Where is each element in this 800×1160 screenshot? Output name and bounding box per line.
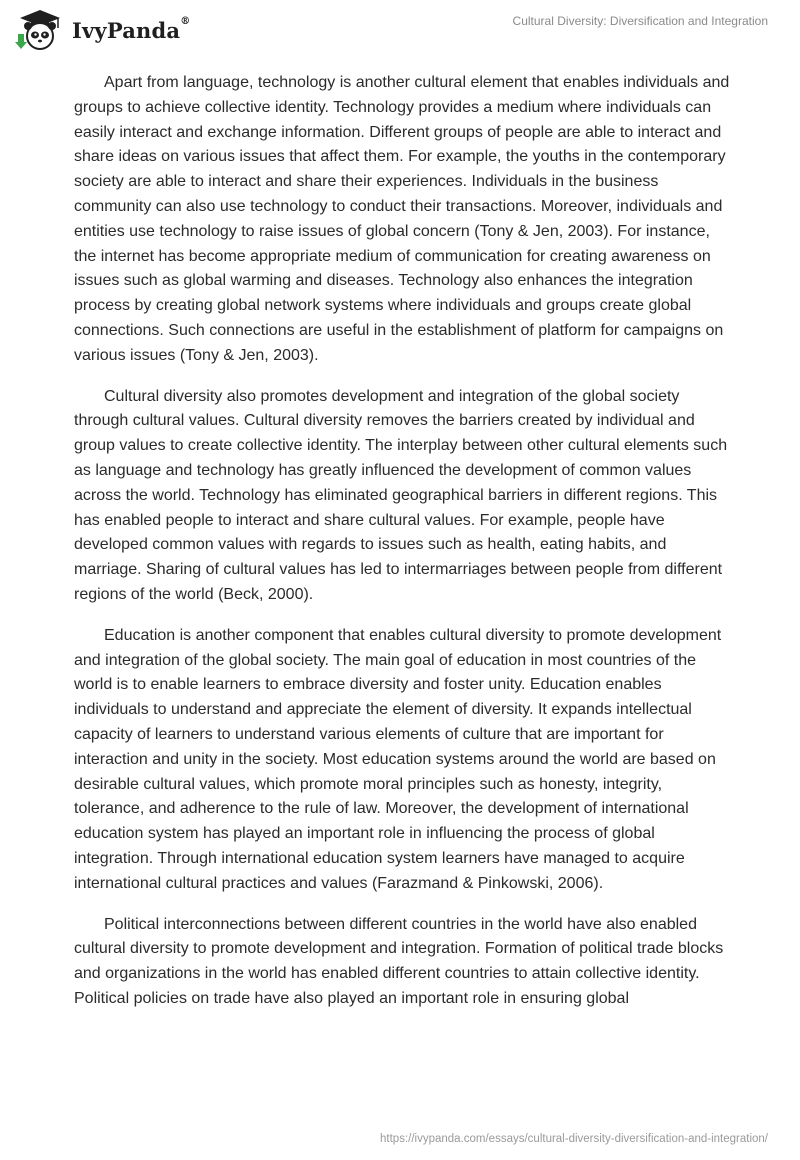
source-url[interactable]: https://ivypanda.com/essays/cultural-diversity-diversification-and-integration/: [380, 1133, 768, 1145]
panda-graduation-icon: [14, 8, 66, 52]
paragraph: Apart from language, technology is another cultural element that enables individuals and groups to achieve collective identity. Technology provides a medium where individuals can easily interact and exchange information. Different groups of people are able to interact and share ideas on various issues that affect them. For example, the youths in the contemporary society are able to interact and share their experiences. Individuals in the business community can also use technology to conduct their transactions. Moreover, individuals and entities use technology to raise issues of global concern (Tony & Jen, 2003). For instance, the internet has become appropriate medium of communication for creating awareness on issues such as global warming and diseases. Technology also enhances the integration process by creating global network systems where individuals and groups create global connections. Such connections are useful in the establishment of platform for campaigns on various issues (Tony & Jen, 2003).: [74, 74, 730, 364]
paragraph: Cultural diversity also promotes development and integration of the global society through cultural values. Cultural diversity removes the barriers created by individual and group values to create collective identity. The interplay between other cultural elements such as language and technology has greatly influenced the development of common values across the world. Technology has eliminated geographical barriers in different regions. This has enabled people to interact and share cultural values. For example, people have developed common values with regards to issues such as health, eating habits, and marriage. Sharing of cultural values has led to intermarriages between people from different regions of the world (Beck, 2000).: [74, 387, 728, 603]
brand-name: IvyPanda®: [72, 15, 191, 43]
essay-body: [74, 71, 734, 1028]
paragraph: Political interconnections between different countries in the world have also enabled cultural diversity to promote development and integration. Formation of political trade blocks and organizations in the world has enabled different countries to attain collective identity. Political policies on trade have also played an important role in ensuring global: [74, 915, 724, 1007]
document-title: Cultural Diversity: Diversification and Integration: [512, 14, 768, 28]
brand-logo[interactable]: [14, 8, 190, 52]
paragraph: Education is another component that enables cultural diversity to promote development and integration of the global society. The main goal of education in most countries of the world is to enable learners to embrace diversity and foster unity. Education enables individuals to understand and appreciate the element of diversity. It expands intellectual capacity of learners to understand various elements of culture that are important for interaction and unity in the society. Most education systems around the world are based on desirable cultural values, which promote moral principles such as honesty, integrity, tolerance, and adherence to the rule of law. Moreover, the development of international education system has played an important role in influencing the process of global integration. Through international education system learners have managed to acquire international cultural practices and values (Farazmand & Pinkowski, 2006).: [74, 626, 722, 892]
page-header: [0, 0, 800, 60]
